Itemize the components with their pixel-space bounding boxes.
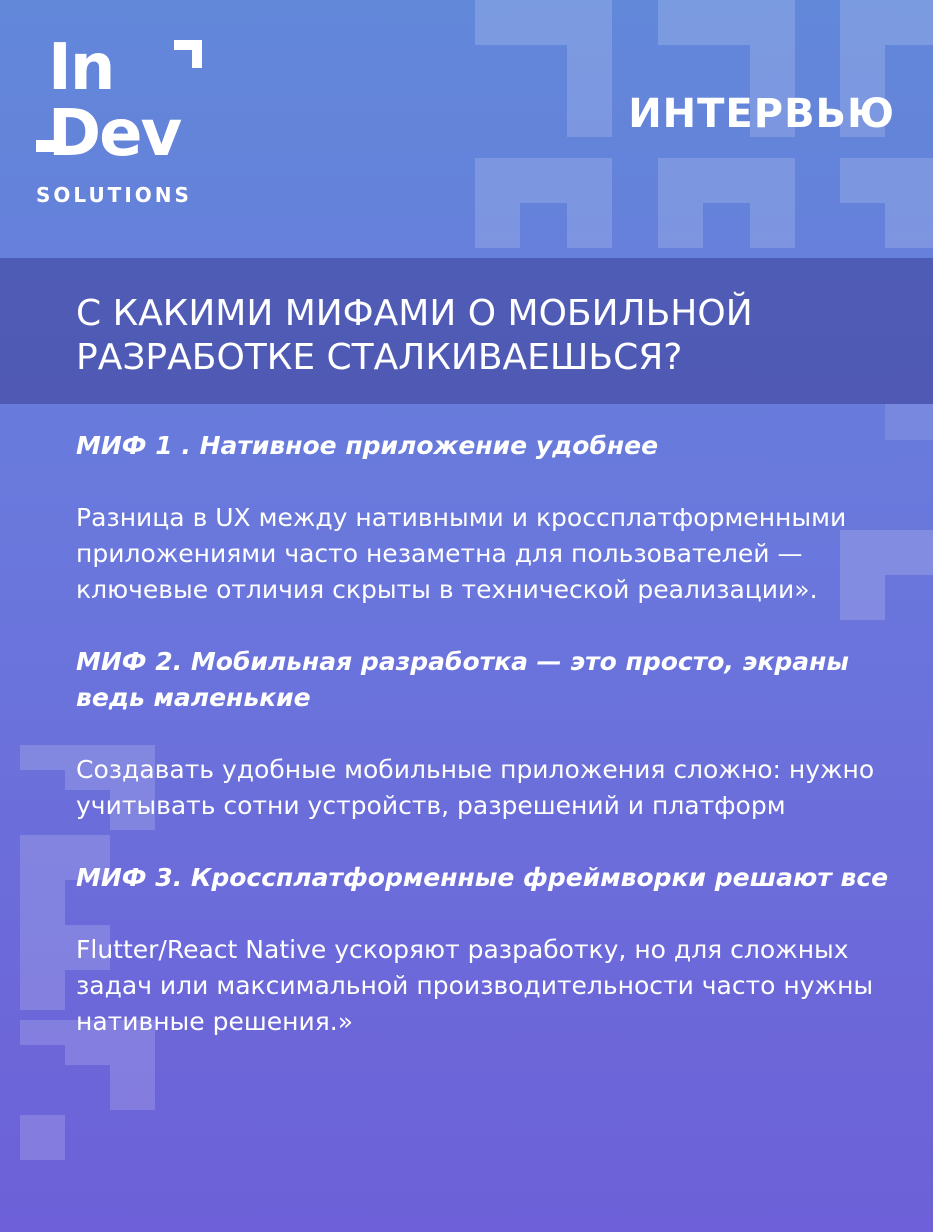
myths-list [76, 428, 896, 1040]
myth-2-title: МИФ 2. Мобильная разработка — это просто, экраны ведь маленькие [76, 647, 850, 712]
myth-3-body: Flutter/React Native ускоряют разработку, но для сложных задач или максимальной производительности часто нужны нативные решения.» [76, 935, 874, 1036]
question-title [76, 292, 906, 380]
myth-1-title: МИФ 1 . Нативное приложение удобнее [76, 431, 659, 460]
question-line-1: С КАКИМИ МИФАМИ О МОБИЛЬНОЙ [76, 293, 753, 334]
interview-tag: ИНТЕРВЬЮ [628, 91, 895, 137]
myth-2-body: Создавать удобные мобильные приложения сложно: нужно учитывать сотни устройств, разрешений и платформ [76, 755, 875, 820]
question-line-2: РАЗРАБОТКЕ СТАЛКИВАЕШЬСЯ? [76, 337, 683, 378]
logo-word-bottom: Dev [48, 97, 181, 171]
logo-subtitle: SOLUTIONS [36, 183, 192, 207]
myth-1-body: Разница в UX между нативными и кроссплатформенными приложениями часто незаметна для пользователей — ключевые отличия скрыты в технической реализации». [76, 503, 847, 604]
logo-word-top: In [48, 31, 114, 105]
myth-3-title: МИФ 3. Кроссплатформенные фреймворки решают все [76, 863, 889, 892]
indev-logo [36, 31, 208, 208]
logo-corner-mark [174, 40, 202, 68]
